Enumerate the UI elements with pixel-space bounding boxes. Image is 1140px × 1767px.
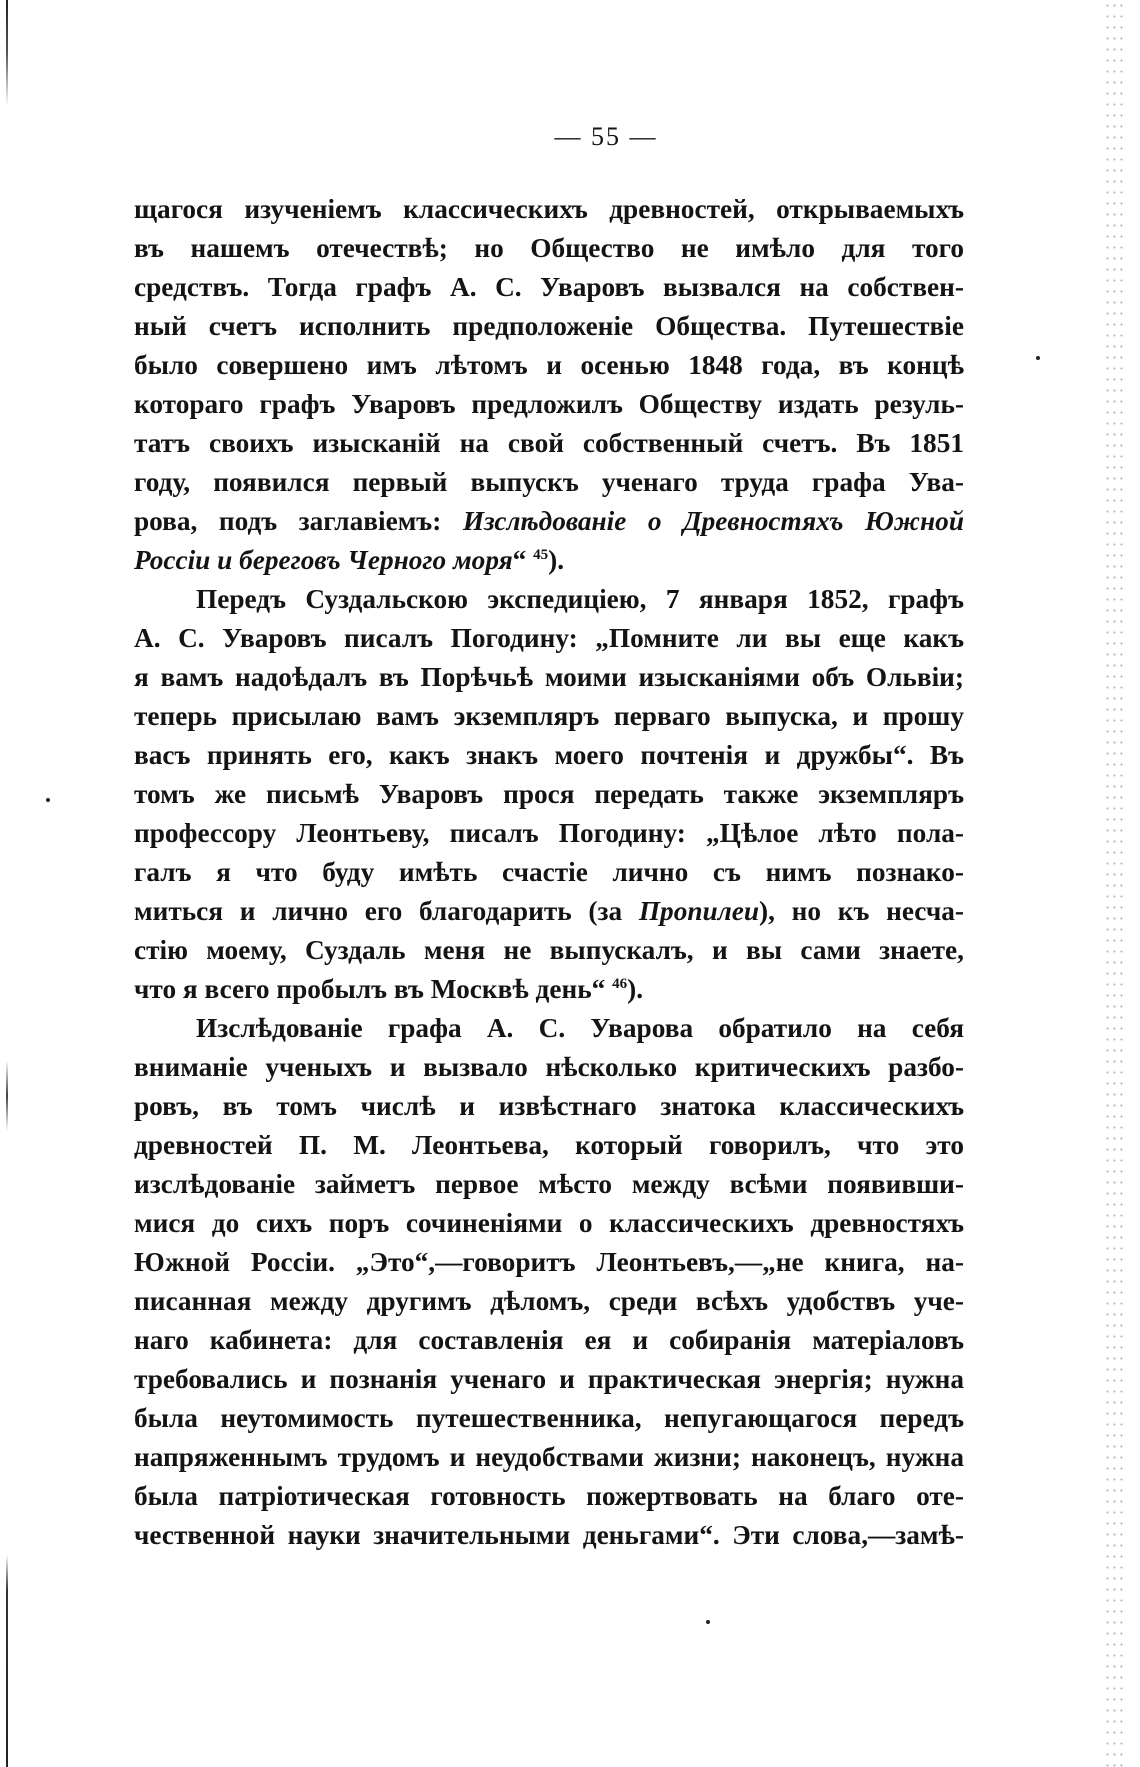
text-fragment: рова, подъ заглавіемъ: <box>134 506 442 536</box>
page-number: — 55 — <box>554 122 658 151</box>
text-line: средствъ. Тогда графъ А. С. Уваровъ вызвался на собствен- <box>134 272 964 302</box>
quote-mark: “ <box>512 545 527 575</box>
text-line: галъ я что буду имѣть счастіе лично съ нимъ познако- <box>134 857 964 887</box>
text-line: Передъ Суздальскою экспедиціею, 7 января 1852, графъ <box>196 584 964 614</box>
paragraph-1 <box>134 190 964 580</box>
text-line: была неутомимость путешественника, непугающагося передъ <box>134 1403 964 1433</box>
text-fragment: ), но къ несча- <box>759 896 964 926</box>
text-line: профессору Леонтьеву, писалъ Погодину: „Цѣлое лѣто пола- <box>134 818 964 848</box>
text-line: стію моему, Суздаль меня не выпускалъ, и вы сами знаете, <box>134 935 964 965</box>
text-line: писанная между другимъ дѣломъ, среди всѣхъ удобствъ уче- <box>134 1286 964 1316</box>
text-line: вниманіе ученыхъ и вызвало нѣсколько критическихъ разбо- <box>134 1052 964 1082</box>
paragraph-3 <box>134 1009 964 1555</box>
scan-left-edge <box>6 0 8 1767</box>
scan-right-edge-noise <box>1104 0 1126 1767</box>
footnote-marker: 45 <box>533 546 549 563</box>
page-body <box>134 190 964 1555</box>
text-line: изслѣдованіе займетъ первое мѣсто между всѣми появивши- <box>134 1169 964 1199</box>
stray-ink-dot <box>46 798 50 802</box>
text-line: было совершено имъ лѣтомъ и осенью 1848 года, въ концѣ <box>134 350 964 380</box>
stray-ink-dot <box>706 1620 710 1624</box>
text-line: теперь присылаю вамъ экземпляръ перваго выпуска, и прошу <box>134 701 964 731</box>
text-line: чественной науки значительными деньгами“. Эти слова,—замѣ- <box>134 1520 964 1550</box>
text-line: котораго графъ Уваровъ предложилъ Обществу издать резуль- <box>134 389 964 419</box>
text-line: ный счетъ исполнить предположеніе Общества. Путешествіе <box>134 311 964 341</box>
text-line: щагося изученіемъ классическихъ древностей, открываемыхъ <box>134 194 964 224</box>
text-line: Изслѣдованіе графа А. С. Уварова обратило на себя <box>196 1013 964 1043</box>
text-fragment: что я всего пробылъ въ Москвѣ день“ <box>134 974 606 1004</box>
text-fragment: ). <box>548 545 565 575</box>
text-line <box>134 970 964 1009</box>
stray-ink-dot <box>1036 356 1040 360</box>
text-line: я вамъ надоѣдалъ въ Порѣчьѣ моими изысканіями объ Ольвіи; <box>134 662 964 692</box>
text-line: требовались и познанія ученаго и практическая энергія; нужна <box>134 1364 964 1394</box>
paragraph-2 <box>134 580 964 1009</box>
text-line: мися до сихъ поръ сочиненіями о классическихъ древностяхъ <box>134 1208 964 1238</box>
text-line: татъ своихъ изысканій на свой собственный счетъ. Въ 1851 <box>134 428 964 458</box>
text-line: наго кабинета: для составленія ея и собиранія матеріаловъ <box>134 1325 964 1355</box>
text-line: васъ принять его, какъ знакъ моего почтенія и дружбы“. Въ <box>134 740 964 770</box>
book-title: Россіи и береговъ Черного моря <box>134 545 513 575</box>
text-line <box>134 892 964 931</box>
text-line: А. С. Уваровъ писалъ Погодину: „Помните ли вы еще какъ <box>134 623 964 653</box>
text-line: томъ же письмѣ Уваровъ прося передать также экземпляръ <box>134 779 964 809</box>
footnote-marker: 46 <box>612 975 628 992</box>
text-line: въ нашемъ отечествѣ; но Общество не имѣло для того <box>134 233 964 263</box>
text-line: ровъ, въ томъ числѣ и извѣстнаго знатока классическихъ <box>134 1091 964 1121</box>
book-title: Изслѣдованіе о Древностяхъ Южной <box>462 506 964 536</box>
text-line <box>134 541 964 580</box>
text-line: напряженнымъ трудомъ и неудобствами жизни; наконецъ, нужна <box>134 1442 964 1472</box>
text-line: была патріотическая готовность пожертвовать на благо оте- <box>134 1481 964 1511</box>
text-line: году, появился первый выпускъ ученаго труда графа Ува- <box>134 467 964 497</box>
text-fragment: миться и лично его благодарить (за <box>134 896 623 926</box>
text-line: Южной Россіи. „Это“,—говоритъ Леонтьевъ,—„не книга, на- <box>134 1247 964 1277</box>
text-line <box>134 502 964 541</box>
book-title: Пропилеи <box>638 896 760 926</box>
text-fragment: ). <box>627 974 644 1004</box>
text-line: древностей П. М. Леонтьева, который говорилъ, что это <box>134 1130 964 1160</box>
